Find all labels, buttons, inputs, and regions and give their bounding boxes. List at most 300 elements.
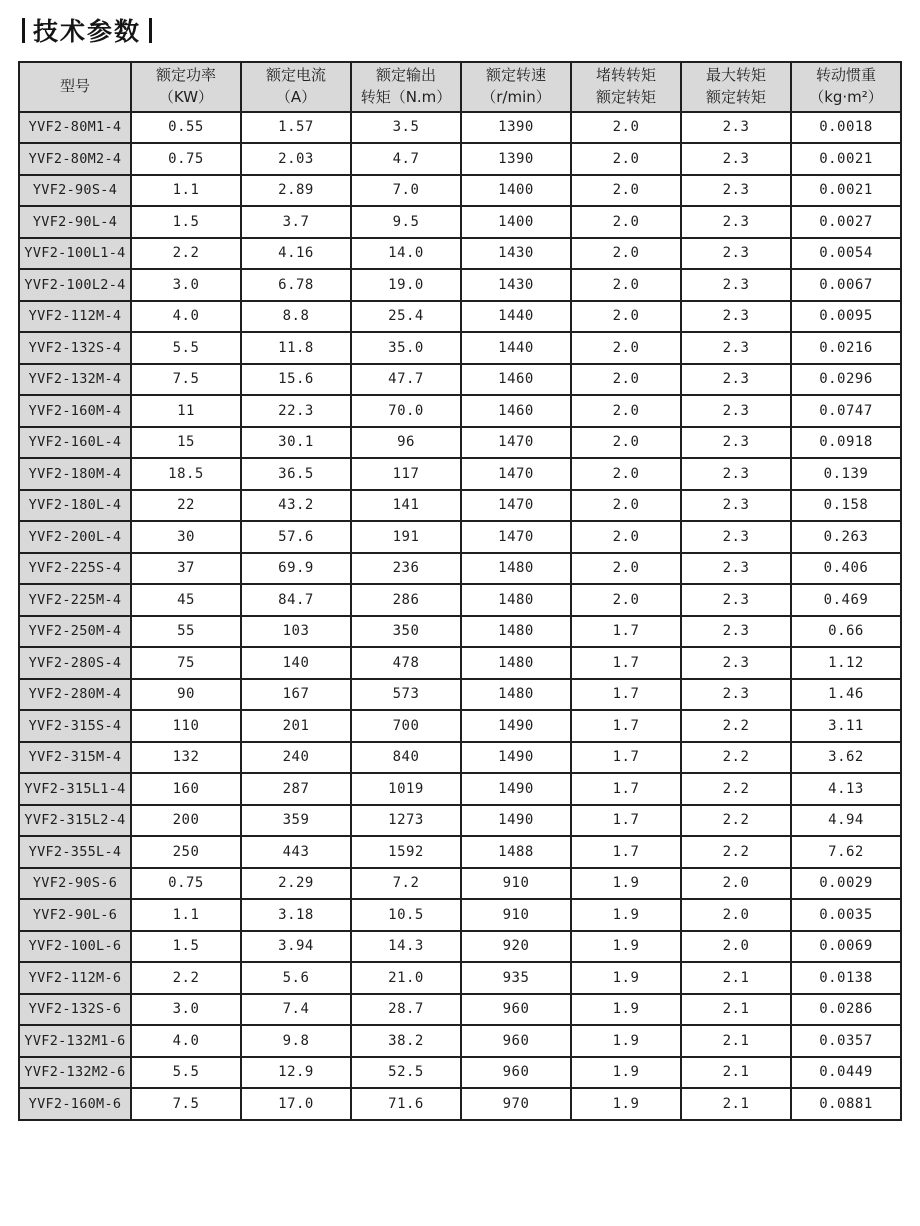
table-row xyxy=(19,301,901,333)
value-cell: 2.0 xyxy=(571,395,681,427)
model-cell: YVF2-100L-6 xyxy=(19,931,131,963)
value-cell: 2.89 xyxy=(241,175,351,207)
value-cell: 1.7 xyxy=(571,647,681,679)
value-cell: 2.0 xyxy=(571,332,681,364)
model-cell: YVF2-280S-4 xyxy=(19,647,131,679)
model-cell: YVF2-100L1-4 xyxy=(19,238,131,270)
value-cell: 250 xyxy=(131,836,241,868)
table-row xyxy=(19,269,901,301)
model-cell: YVF2-225S-4 xyxy=(19,553,131,585)
value-cell: 14.0 xyxy=(351,238,461,270)
model-cell: YVF2-180M-4 xyxy=(19,458,131,490)
table-row xyxy=(19,521,901,553)
value-cell: 2.3 xyxy=(681,521,791,553)
model-cell: YVF2-80M1-4 xyxy=(19,112,131,144)
value-cell: 0.0095 xyxy=(791,301,901,333)
value-cell: 1488 xyxy=(461,836,571,868)
table-row xyxy=(19,805,901,837)
value-cell: 2.3 xyxy=(681,616,791,648)
table-header xyxy=(19,62,901,112)
value-cell: 1.7 xyxy=(571,742,681,774)
value-cell: 1.9 xyxy=(571,1088,681,1120)
model-cell: YVF2-90S-6 xyxy=(19,868,131,900)
table-row xyxy=(19,458,901,490)
value-cell: 3.18 xyxy=(241,899,351,931)
model-cell: YVF2-160M-6 xyxy=(19,1088,131,1120)
value-cell: 2.0 xyxy=(571,301,681,333)
value-cell: 2.3 xyxy=(681,458,791,490)
value-cell: 17.0 xyxy=(241,1088,351,1120)
table-row xyxy=(19,206,901,238)
value-cell: 2.2 xyxy=(131,962,241,994)
value-cell: 2.2 xyxy=(131,238,241,270)
value-cell: 70.0 xyxy=(351,395,461,427)
model-cell: YVF2-200L-4 xyxy=(19,521,131,553)
value-cell: 1470 xyxy=(461,521,571,553)
value-cell: 103 xyxy=(241,616,351,648)
value-cell: 240 xyxy=(241,742,351,774)
value-cell: 19.0 xyxy=(351,269,461,301)
header-locked-rotor-torque-ratio: 堵转转矩 额定转矩 xyxy=(571,62,681,112)
value-cell: 0.0067 xyxy=(791,269,901,301)
model-cell: YVF2-90L-4 xyxy=(19,206,131,238)
value-cell: 0.0747 xyxy=(791,395,901,427)
table-row xyxy=(19,616,901,648)
value-cell: 2.1 xyxy=(681,1025,791,1057)
value-cell: 2.0 xyxy=(571,427,681,459)
value-cell: 47.7 xyxy=(351,364,461,396)
value-cell: 0.263 xyxy=(791,521,901,553)
value-cell: 0.406 xyxy=(791,553,901,585)
header-rated-output-torque: 额定输出 转矩（N.m） xyxy=(351,62,461,112)
value-cell: 0.0054 xyxy=(791,238,901,270)
model-cell: YVF2-100L2-4 xyxy=(19,269,131,301)
value-cell: 110 xyxy=(131,710,241,742)
value-cell: 4.13 xyxy=(791,773,901,805)
model-cell: YVF2-90S-4 xyxy=(19,175,131,207)
value-cell: 2.3 xyxy=(681,553,791,585)
value-cell: 14.3 xyxy=(351,931,461,963)
value-cell: 140 xyxy=(241,647,351,679)
value-cell: 1.7 xyxy=(571,836,681,868)
value-cell: 2.0 xyxy=(571,584,681,616)
value-cell: 1390 xyxy=(461,143,571,175)
value-cell: 236 xyxy=(351,553,461,585)
value-cell: 1430 xyxy=(461,238,571,270)
table-row xyxy=(19,868,901,900)
model-cell: YVF2-132M-4 xyxy=(19,364,131,396)
value-cell: 132 xyxy=(131,742,241,774)
value-cell: 3.0 xyxy=(131,994,241,1026)
model-cell: YVF2-225M-4 xyxy=(19,584,131,616)
value-cell: 2.3 xyxy=(681,679,791,711)
value-cell: 200 xyxy=(131,805,241,837)
header-model: 型号 xyxy=(19,62,131,112)
value-cell: 0.0029 xyxy=(791,868,901,900)
table-row xyxy=(19,332,901,364)
title-left-bar-icon xyxy=(22,18,25,43)
value-cell: 0.75 xyxy=(131,868,241,900)
value-cell: 2.2 xyxy=(681,836,791,868)
value-cell: 0.0027 xyxy=(791,206,901,238)
model-cell: YVF2-315M-4 xyxy=(19,742,131,774)
table-row xyxy=(19,773,901,805)
value-cell: 2.2 xyxy=(681,710,791,742)
value-cell: 2.3 xyxy=(681,490,791,522)
value-cell: 201 xyxy=(241,710,351,742)
value-cell: 1.57 xyxy=(241,112,351,144)
model-cell: YVF2-132S-4 xyxy=(19,332,131,364)
value-cell: 1.9 xyxy=(571,962,681,994)
value-cell: 11.8 xyxy=(241,332,351,364)
value-cell: 960 xyxy=(461,1025,571,1057)
value-cell: 3.11 xyxy=(791,710,901,742)
value-cell: 4.16 xyxy=(241,238,351,270)
model-cell: YVF2-112M-6 xyxy=(19,962,131,994)
value-cell: 2.0 xyxy=(571,364,681,396)
value-cell: 0.0296 xyxy=(791,364,901,396)
page-title xyxy=(22,12,902,48)
value-cell: 1460 xyxy=(461,395,571,427)
value-cell: 37 xyxy=(131,553,241,585)
value-cell: 4.0 xyxy=(131,301,241,333)
value-cell: 0.0018 xyxy=(791,112,901,144)
value-cell: 1.7 xyxy=(571,773,681,805)
value-cell: 0.0138 xyxy=(791,962,901,994)
value-cell: 0.66 xyxy=(791,616,901,648)
value-cell: 0.55 xyxy=(131,112,241,144)
value-cell: 2.3 xyxy=(681,112,791,144)
header-rated-current: 额定电流 （A） xyxy=(241,62,351,112)
value-cell: 350 xyxy=(351,616,461,648)
value-cell: 359 xyxy=(241,805,351,837)
value-cell: 2.3 xyxy=(681,301,791,333)
value-cell: 2.0 xyxy=(571,490,681,522)
value-cell: 2.3 xyxy=(681,647,791,679)
value-cell: 5.5 xyxy=(131,1057,241,1089)
value-cell: 1460 xyxy=(461,364,571,396)
value-cell: 8.8 xyxy=(241,301,351,333)
value-cell: 2.3 xyxy=(681,238,791,270)
value-cell: 2.0 xyxy=(571,238,681,270)
value-cell: 1.5 xyxy=(131,931,241,963)
value-cell: 7.2 xyxy=(351,868,461,900)
value-cell: 1440 xyxy=(461,301,571,333)
value-cell: 2.1 xyxy=(681,994,791,1026)
value-cell: 700 xyxy=(351,710,461,742)
model-cell: YVF2-132M1-6 xyxy=(19,1025,131,1057)
model-cell: YVF2-112M-4 xyxy=(19,301,131,333)
table-row xyxy=(19,364,901,396)
value-cell: 1480 xyxy=(461,584,571,616)
value-cell: 1.9 xyxy=(571,931,681,963)
value-cell: 1.5 xyxy=(131,206,241,238)
value-cell: 0.0918 xyxy=(791,427,901,459)
value-cell: 2.1 xyxy=(681,1057,791,1089)
table-body xyxy=(19,112,901,1120)
value-cell: 2.0 xyxy=(681,931,791,963)
value-cell: 0.0021 xyxy=(791,143,901,175)
value-cell: 30.1 xyxy=(241,427,351,459)
value-cell: 286 xyxy=(351,584,461,616)
value-cell: 960 xyxy=(461,994,571,1026)
table-row xyxy=(19,1057,901,1089)
value-cell: 43.2 xyxy=(241,490,351,522)
value-cell: 1470 xyxy=(461,490,571,522)
value-cell: 57.6 xyxy=(241,521,351,553)
value-cell: 38.2 xyxy=(351,1025,461,1057)
value-cell: 2.3 xyxy=(681,143,791,175)
value-cell: 9.8 xyxy=(241,1025,351,1057)
value-cell: 1430 xyxy=(461,269,571,301)
value-cell: 920 xyxy=(461,931,571,963)
value-cell: 45 xyxy=(131,584,241,616)
value-cell: 18.5 xyxy=(131,458,241,490)
table-row xyxy=(19,112,901,144)
model-cell: YVF2-132S-6 xyxy=(19,994,131,1026)
value-cell: 117 xyxy=(351,458,461,490)
value-cell: 7.0 xyxy=(351,175,461,207)
model-cell: YVF2-315L1-4 xyxy=(19,773,131,805)
value-cell: 28.7 xyxy=(351,994,461,1026)
value-cell: 5.5 xyxy=(131,332,241,364)
value-cell: 10.5 xyxy=(351,899,461,931)
table-row xyxy=(19,931,901,963)
model-cell: YVF2-132M2-6 xyxy=(19,1057,131,1089)
value-cell: 2.0 xyxy=(571,112,681,144)
value-cell: 12.9 xyxy=(241,1057,351,1089)
value-cell: 2.0 xyxy=(571,206,681,238)
value-cell: 1470 xyxy=(461,458,571,490)
header-rated-speed: 额定转速 （r/min） xyxy=(461,62,571,112)
value-cell: 2.0 xyxy=(571,553,681,585)
value-cell: 71.6 xyxy=(351,1088,461,1120)
value-cell: 0.469 xyxy=(791,584,901,616)
value-cell: 2.3 xyxy=(681,175,791,207)
model-cell: YVF2-250M-4 xyxy=(19,616,131,648)
value-cell: 1490 xyxy=(461,710,571,742)
value-cell: 0.0069 xyxy=(791,931,901,963)
value-cell: 2.0 xyxy=(681,868,791,900)
value-cell: 1.9 xyxy=(571,1057,681,1089)
title-right-bar-icon xyxy=(149,18,152,43)
value-cell: 55 xyxy=(131,616,241,648)
value-cell: 96 xyxy=(351,427,461,459)
value-cell: 22 xyxy=(131,490,241,522)
value-cell: 2.1 xyxy=(681,962,791,994)
table-row xyxy=(19,1088,901,1120)
header-moment-of-inertia: 转动惯重 （kg·m²） xyxy=(791,62,901,112)
value-cell: 15.6 xyxy=(241,364,351,396)
value-cell: 970 xyxy=(461,1088,571,1120)
value-cell: 1400 xyxy=(461,175,571,207)
value-cell: 2.03 xyxy=(241,143,351,175)
value-cell: 0.0035 xyxy=(791,899,901,931)
value-cell: 910 xyxy=(461,868,571,900)
table-row xyxy=(19,427,901,459)
value-cell: 1490 xyxy=(461,805,571,837)
table-row xyxy=(19,553,901,585)
value-cell: 75 xyxy=(131,647,241,679)
value-cell: 1.7 xyxy=(571,805,681,837)
table-row xyxy=(19,584,901,616)
value-cell: 287 xyxy=(241,773,351,805)
value-cell: 25.4 xyxy=(351,301,461,333)
table-row xyxy=(19,395,901,427)
value-cell: 1480 xyxy=(461,616,571,648)
value-cell: 2.1 xyxy=(681,1088,791,1120)
table-row xyxy=(19,679,901,711)
model-cell: YVF2-315L2-4 xyxy=(19,805,131,837)
value-cell: 2.0 xyxy=(571,269,681,301)
value-cell: 1.7 xyxy=(571,616,681,648)
value-cell: 1490 xyxy=(461,742,571,774)
model-cell: YVF2-90L-6 xyxy=(19,899,131,931)
model-cell: YVF2-315S-4 xyxy=(19,710,131,742)
model-cell: YVF2-180L-4 xyxy=(19,490,131,522)
value-cell: 1390 xyxy=(461,112,571,144)
table-row xyxy=(19,490,901,522)
model-cell: YVF2-355L-4 xyxy=(19,836,131,868)
model-cell: YVF2-280M-4 xyxy=(19,679,131,711)
value-cell: 160 xyxy=(131,773,241,805)
value-cell: 1.1 xyxy=(131,175,241,207)
value-cell: 573 xyxy=(351,679,461,711)
value-cell: 443 xyxy=(241,836,351,868)
value-cell: 3.5 xyxy=(351,112,461,144)
value-cell: 6.78 xyxy=(241,269,351,301)
table-row xyxy=(19,710,901,742)
value-cell: 1273 xyxy=(351,805,461,837)
value-cell: 1440 xyxy=(461,332,571,364)
value-cell: 1.12 xyxy=(791,647,901,679)
value-cell: 2.29 xyxy=(241,868,351,900)
value-cell: 1.1 xyxy=(131,899,241,931)
table-row xyxy=(19,899,901,931)
value-cell: 2.3 xyxy=(681,269,791,301)
table-row xyxy=(19,143,901,175)
value-cell: 21.0 xyxy=(351,962,461,994)
value-cell: 0.158 xyxy=(791,490,901,522)
value-cell: 2.0 xyxy=(571,521,681,553)
value-cell: 1.9 xyxy=(571,1025,681,1057)
value-cell: 141 xyxy=(351,490,461,522)
value-cell: 1480 xyxy=(461,679,571,711)
value-cell: 1490 xyxy=(461,773,571,805)
value-cell: 1.46 xyxy=(791,679,901,711)
table-row xyxy=(19,238,901,270)
value-cell: 1.9 xyxy=(571,899,681,931)
value-cell: 22.3 xyxy=(241,395,351,427)
table-row xyxy=(19,742,901,774)
value-cell: 1.9 xyxy=(571,868,681,900)
value-cell: 0.0881 xyxy=(791,1088,901,1120)
value-cell: 1019 xyxy=(351,773,461,805)
value-cell: 3.0 xyxy=(131,269,241,301)
value-cell: 7.4 xyxy=(241,994,351,1026)
value-cell: 2.0 xyxy=(571,458,681,490)
value-cell: 2.0 xyxy=(571,175,681,207)
value-cell: 1.7 xyxy=(571,679,681,711)
value-cell: 9.5 xyxy=(351,206,461,238)
value-cell: 2.0 xyxy=(571,143,681,175)
value-cell: 2.3 xyxy=(681,206,791,238)
value-cell: 3.62 xyxy=(791,742,901,774)
value-cell: 7.5 xyxy=(131,1088,241,1120)
value-cell: 2.2 xyxy=(681,773,791,805)
value-cell: 15 xyxy=(131,427,241,459)
value-cell: 3.7 xyxy=(241,206,351,238)
header-rated-power: 额定功率 （KW） xyxy=(131,62,241,112)
value-cell: 1.9 xyxy=(571,994,681,1026)
value-cell: 960 xyxy=(461,1057,571,1089)
table-row xyxy=(19,175,901,207)
value-cell: 2.3 xyxy=(681,584,791,616)
value-cell: 0.75 xyxy=(131,143,241,175)
header-max-torque-ratio: 最大转矩 额定转矩 xyxy=(681,62,791,112)
table-row xyxy=(19,836,901,868)
value-cell: 2.3 xyxy=(681,427,791,459)
header-row xyxy=(19,62,901,112)
value-cell: 910 xyxy=(461,899,571,931)
model-cell: YVF2-160M-4 xyxy=(19,395,131,427)
model-cell: YVF2-160L-4 xyxy=(19,427,131,459)
value-cell: 0.0449 xyxy=(791,1057,901,1089)
value-cell: 478 xyxy=(351,647,461,679)
value-cell: 935 xyxy=(461,962,571,994)
value-cell: 840 xyxy=(351,742,461,774)
value-cell: 30 xyxy=(131,521,241,553)
value-cell: 7.5 xyxy=(131,364,241,396)
value-cell: 52.5 xyxy=(351,1057,461,1089)
value-cell: 167 xyxy=(241,679,351,711)
value-cell: 0.0216 xyxy=(791,332,901,364)
value-cell: 69.9 xyxy=(241,553,351,585)
value-cell: 1.7 xyxy=(571,710,681,742)
value-cell: 0.139 xyxy=(791,458,901,490)
value-cell: 0.0286 xyxy=(791,994,901,1026)
value-cell: 84.7 xyxy=(241,584,351,616)
value-cell: 0.0021 xyxy=(791,175,901,207)
value-cell: 3.94 xyxy=(241,931,351,963)
value-cell: 5.6 xyxy=(241,962,351,994)
table-row xyxy=(19,962,901,994)
value-cell: 36.5 xyxy=(241,458,351,490)
table-row xyxy=(19,994,901,1026)
value-cell: 11 xyxy=(131,395,241,427)
value-cell: 0.0357 xyxy=(791,1025,901,1057)
value-cell: 4.94 xyxy=(791,805,901,837)
value-cell: 2.2 xyxy=(681,805,791,837)
value-cell: 2.3 xyxy=(681,364,791,396)
spec-table xyxy=(18,61,902,1121)
value-cell: 2.3 xyxy=(681,395,791,427)
value-cell: 4.7 xyxy=(351,143,461,175)
table-row xyxy=(19,647,901,679)
value-cell: 7.62 xyxy=(791,836,901,868)
value-cell: 4.0 xyxy=(131,1025,241,1057)
value-cell: 1480 xyxy=(461,647,571,679)
value-cell: 1480 xyxy=(461,553,571,585)
value-cell: 90 xyxy=(131,679,241,711)
value-cell: 191 xyxy=(351,521,461,553)
value-cell: 2.3 xyxy=(681,332,791,364)
page-title-text: 技术参数 xyxy=(33,17,142,46)
value-cell: 2.2 xyxy=(681,742,791,774)
table-row xyxy=(19,1025,901,1057)
value-cell: 1400 xyxy=(461,206,571,238)
model-cell: YVF2-80M2-4 xyxy=(19,143,131,175)
